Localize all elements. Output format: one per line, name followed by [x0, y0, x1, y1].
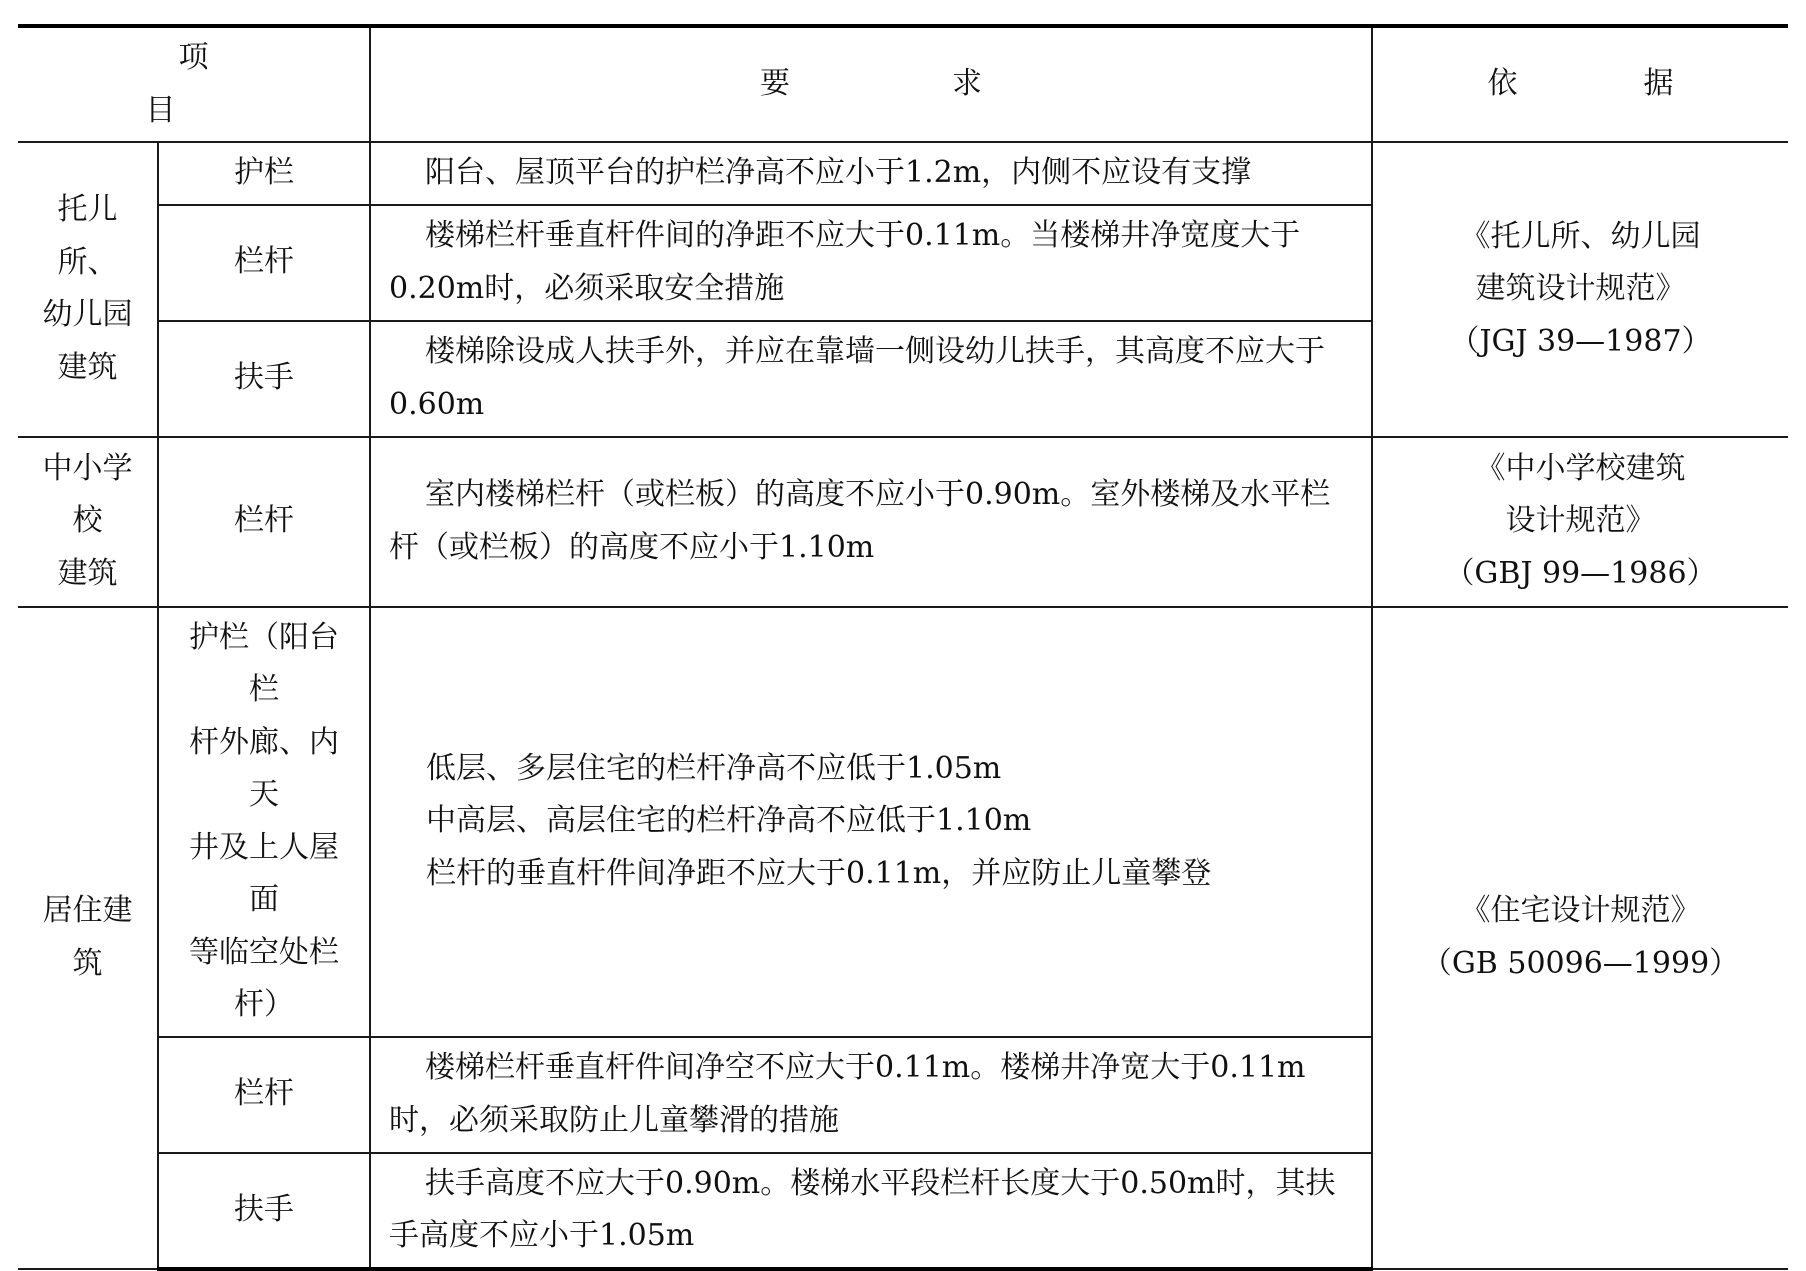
header-item: 项 目 [18, 26, 370, 142]
railing-requirements-table [18, 24, 1788, 1271]
text-line: （JGJ 39—1987） [1449, 323, 1712, 359]
text-line: 等临空处栏杆） [189, 934, 339, 1022]
category-cell [18, 142, 158, 437]
item-cell [158, 437, 370, 607]
item-cell [158, 142, 370, 205]
category-cell [18, 607, 158, 1269]
requirement-cell [370, 437, 1372, 607]
item-cell [158, 607, 370, 1037]
text-line: 阳台、屋顶平台的护栏净高不应小于1.2m，内侧不应设有支撑 [425, 155, 1252, 190]
text-line: 楼梯除设成人扶手外，并应在靠墙一侧设幼儿扶手，其高度不应大于0.60m [389, 334, 1325, 422]
text-line: 居住建筑 [42, 893, 133, 981]
item-cell [158, 1153, 370, 1269]
basis-cell [1372, 437, 1788, 607]
table-row [18, 607, 1788, 1037]
text-line: 中小学校 [42, 450, 133, 539]
text-line: 栏杆 [234, 244, 294, 280]
text-line: 扶手高度不应大于0.90m。楼梯水平段栏杆长度大于0.50m时，其扶手高度不应小于1.05m [389, 1165, 1336, 1253]
text-line: 楼梯栏杆垂直杆件间净空不应大于0.11m。楼梯井净宽大于0.11m时，必须采取防止儿童攀滑的措施 [389, 1050, 1306, 1138]
text-line: （GBJ 99—1986） [1444, 555, 1717, 591]
text-line: 扶手 [234, 1191, 294, 1227]
text-line: 楼梯栏杆垂直杆件间的净距不应大于0.11m。当楼梯井净宽度大于0.20m时，必须采取安全措施 [389, 218, 1301, 306]
table-body [18, 26, 1788, 1269]
table-row [18, 437, 1788, 607]
text-line: 栏杆 [234, 503, 294, 539]
basis-cell [1372, 607, 1788, 1269]
text-line: 栏杆 [234, 1076, 294, 1112]
basis-cell [1372, 142, 1788, 437]
text-line: 室内楼梯栏杆（或栏板）的高度不应小于0.90m。室外楼梯及水平栏杆（或栏板）的高度不应小于1.10m [389, 477, 1331, 565]
item-cell [158, 321, 370, 437]
text-line: 护栏 [234, 155, 294, 190]
header-row [18, 26, 1788, 142]
text-line: 建筑 [57, 349, 118, 385]
text-line: 建筑设计规范》 [1475, 271, 1686, 306]
header-requirement: 要 求 [370, 26, 1372, 142]
text-line: 《中小学校建筑 [1475, 450, 1686, 486]
text-line: 建筑 [57, 555, 118, 591]
text-line: 《住宅设计规范》 [1460, 893, 1701, 928]
text-line: 杆外廊、内天 [189, 724, 339, 812]
requirement-cell [370, 321, 1372, 437]
text-line: 中高层、高层住宅的栏杆净高不应低于1.10m [426, 803, 1032, 839]
requirement-cell [370, 205, 1372, 321]
header-basis: 依 据 [1372, 26, 1788, 142]
requirement-cell [370, 1153, 1372, 1269]
text-line: 幼儿园 [42, 297, 133, 333]
requirement-cell [370, 1037, 1372, 1153]
text-line: 护栏（阳台栏 [189, 619, 339, 707]
table-row [18, 142, 1788, 205]
text-line: 设计规范》 [1505, 503, 1656, 539]
item-cell [158, 1037, 370, 1153]
requirement-cell [370, 142, 1372, 205]
text-line: 栏杆的垂直杆件间净距不应大于0.11m，并应防止儿童攀登 [426, 855, 1212, 891]
text-line: 托儿所、 [57, 192, 118, 280]
item-cell [158, 205, 370, 321]
text-line: 扶手 [234, 360, 294, 396]
text-line: 《托儿所、幼儿园 [1460, 218, 1701, 254]
text-line: （GB 50096—1999） [1421, 945, 1740, 981]
text-line: 低层、多层住宅的栏杆净高不应低于1.05m [426, 750, 1002, 786]
text-line: 井及上人屋面 [189, 829, 339, 917]
category-cell [18, 437, 158, 607]
requirement-cell [370, 607, 1372, 1037]
